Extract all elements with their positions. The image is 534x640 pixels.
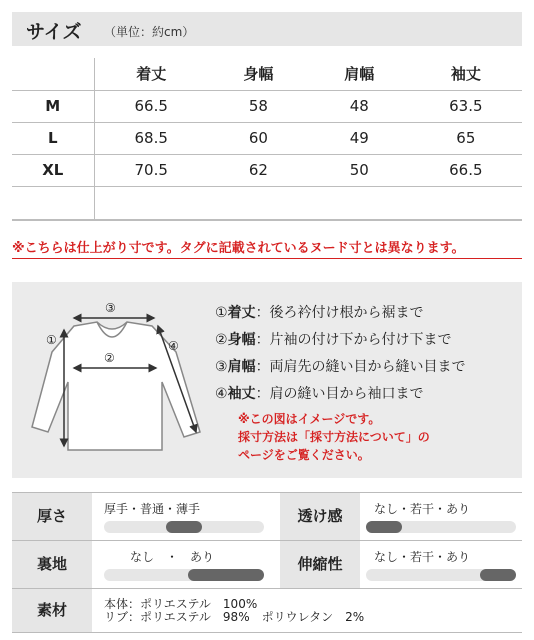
table-cell: 60: [208, 122, 309, 154]
size-table-header-row: [12, 58, 522, 90]
spec-row: [12, 589, 522, 633]
lining-options: なし ・ あり: [130, 550, 215, 564]
marker-shoulder: ③: [105, 301, 116, 315]
lining-indicator: [188, 569, 264, 581]
size-table: [12, 58, 522, 221]
measure-item: ④袖丈：肩の縫い目から袖口まで: [215, 386, 424, 402]
lining-label: 裏地: [12, 541, 92, 588]
table-cell: 70.5: [94, 154, 208, 186]
unit-label: （単位：約cm）: [104, 25, 195, 39]
spec-row: [12, 541, 522, 589]
table-cell: 65: [410, 122, 522, 154]
size-title: サイズ: [26, 21, 82, 43]
table-cell: 62: [208, 154, 309, 186]
table-row: [12, 154, 522, 186]
corner-cell: [12, 58, 94, 90]
measure-item: ②身幅：片袖の付け下から付け下まで: [215, 332, 452, 348]
stretch-options: なし・若干・あり: [374, 550, 471, 564]
spec-row: [12, 493, 522, 541]
size-label: M: [12, 90, 94, 122]
stretch-indicator: [480, 569, 516, 581]
thickness-options: 厚手・普通・薄手: [104, 502, 201, 516]
table-row: [12, 122, 522, 154]
stretch-label: 伸縮性: [280, 541, 360, 588]
finish-size-notice: ※こちらは仕上がり寸です。タグに記載されているヌード寸とは異なります。: [12, 241, 465, 256]
table-cell: 49: [309, 122, 410, 154]
col-header: 袖丈: [410, 58, 522, 90]
size-label: XL: [12, 154, 94, 186]
material-text: 本体：ポリエステル 100% リブ：ポリエステル 98% ポリウレタン 2%: [104, 597, 365, 624]
marker-chest: ②: [104, 351, 115, 365]
transparency-options: なし・若干・あり: [374, 502, 471, 516]
table-cell: 68.5: [94, 122, 208, 154]
fabric-spec-table: [12, 492, 522, 624]
table-row: [12, 90, 522, 122]
table-cell: 66.5: [410, 154, 522, 186]
table-row-empty: [12, 186, 522, 220]
col-header: 着丈: [94, 58, 208, 90]
table-cell: 63.5: [410, 90, 522, 122]
material-label: 素材: [12, 589, 92, 632]
thickness-indicator: [166, 521, 202, 533]
transparency-label: 透け感: [280, 493, 360, 540]
notice-underline: [12, 258, 522, 259]
measure-item: ③肩幅：両肩先の縫い目から縫い目まで: [215, 359, 466, 375]
table-cell: 58: [208, 90, 309, 122]
table-cell: 66.5: [94, 90, 208, 122]
transparency-indicator: [366, 521, 402, 533]
image-disclaimer: ※この図はイメージです。 採寸方法は「採寸方法について」の ページをご覧ください。: [238, 412, 430, 462]
measure-item: ①着丈：後ろ衿付け根から裾まで: [215, 305, 424, 321]
thickness-label: 厚さ: [12, 493, 92, 540]
table-cell: 50: [309, 154, 410, 186]
table-cell: 48: [309, 90, 410, 122]
marker-sleeve: ④: [168, 339, 179, 353]
size-label: L: [12, 122, 94, 154]
measure-definitions: [215, 300, 466, 408]
col-header: 身幅: [208, 58, 309, 90]
garment-diagram: [12, 282, 212, 478]
size-header: [12, 12, 522, 46]
marker-length: ①: [46, 333, 57, 347]
col-header: 肩幅: [309, 58, 410, 90]
